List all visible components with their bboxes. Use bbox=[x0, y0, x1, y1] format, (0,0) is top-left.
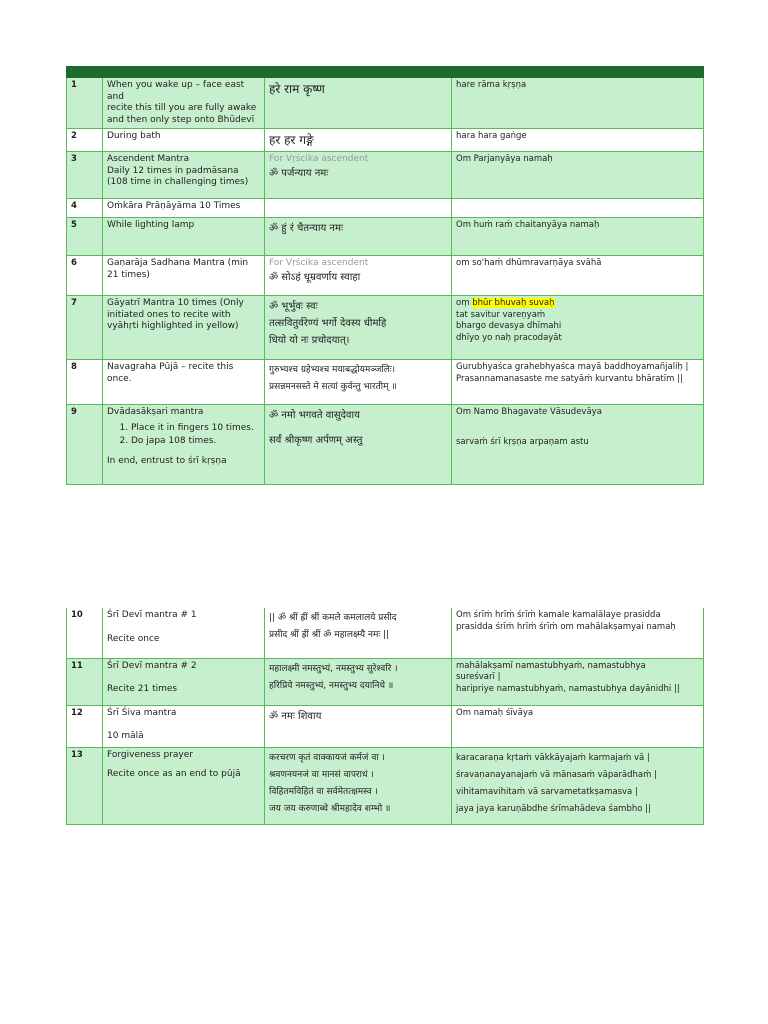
table-row bbox=[67, 747, 704, 824]
row-number: 4 bbox=[67, 199, 103, 218]
transliteration-cell: Om śrīṁ hrīṁ śrīṁ kamale kamalālaye prasidda prasidda śrīṁ hrīṁ śrīṁ om mahālakṣamyai namaḥ bbox=[452, 608, 704, 658]
sanskrit-cell: For Vṛścika ascendent ॐ सोऽहं धूम्रवर्णाय स्वाहा bbox=[265, 256, 452, 296]
instruction-cell: Forgiveness prayer Recite once as an end to pūjā bbox=[103, 747, 265, 824]
transliteration-cell: hara hara gaṅge bbox=[452, 129, 704, 152]
instruction-list: 1. Place it in fingers 10 times. 2. Do japa 108 times. bbox=[107, 422, 260, 448]
transliteration-cell: mahālakṣamī namastubhyaṁ, namastubhya sureśvarī | haripriye namastubhyaṁ, namastubhya dayānidhi || bbox=[452, 658, 704, 705]
table-row bbox=[67, 658, 704, 705]
table-row bbox=[67, 705, 704, 747]
transliteration-cell: Om huṁ raṁ chaitanyāya namaḥ bbox=[452, 218, 704, 256]
sanskrit-cell: ॐ हुं रं चैतन्याय नमः bbox=[265, 218, 452, 256]
instruction-cell: Śrī Śiva mantra 10 mālā bbox=[103, 705, 265, 747]
instruction-cell: Śrī Devī mantra # 1 Recite once bbox=[103, 608, 265, 658]
instruction-cell: Oṁkāra Prāṇāyāma 10 Times bbox=[103, 199, 265, 218]
row-number: 2 bbox=[67, 129, 103, 152]
transliteration-cell bbox=[452, 199, 704, 218]
instruction-cell: Gāyatrī Mantra 10 times (Only initiated ones to recite with vyāhṛti highlighted in yellow) bbox=[103, 296, 265, 360]
table-row bbox=[67, 152, 704, 199]
row-number: 1 bbox=[67, 78, 103, 129]
instruction-cell: While lighting lamp bbox=[103, 218, 265, 256]
ascendent-note: For Vṛścika ascendent bbox=[269, 154, 369, 164]
table-row bbox=[67, 199, 704, 218]
row-number: 5 bbox=[67, 218, 103, 256]
row-number: 9 bbox=[67, 405, 103, 485]
transliteration-cell: Om namaḥ śīvāya bbox=[452, 705, 704, 747]
table-row bbox=[67, 129, 704, 152]
row-number: 13 bbox=[67, 747, 103, 824]
instruction-cell: Gaṇarāja Sadhana Mantra (min 21 times) bbox=[103, 256, 265, 296]
transliteration-cell: hare rāma kṛṣṇa bbox=[452, 78, 704, 129]
sanskrit-cell: करचरण कृतं वाक्कायजं कर्मजं वा । श्रवणनयनजं वा मानसं वापराधं । विहितमविहितं वा सर्वमेतत्क्षमस्व । जय जय करुणाब्धे श्रीमहादेव शम्भो ॥ bbox=[265, 747, 452, 824]
transliteration-cell: oṃ bhūr bhuvaḥ suvaḥ tat savitur vareṇyaṁ bhargo devasya dhīmahi dhīyo yo naḥ pracodayāt bbox=[452, 296, 704, 360]
sanskrit-cell bbox=[265, 199, 452, 218]
row-number: 10 bbox=[67, 608, 103, 658]
row-number: 12 bbox=[67, 705, 103, 747]
instruction-cell: Śrī Devī mantra # 2 Recite 21 times bbox=[103, 658, 265, 705]
transliteration-cell: om so'haṁ dhūmravarṇāya svāhā bbox=[452, 256, 704, 296]
ascendent-note: For Vṛścika ascendent bbox=[269, 258, 369, 268]
row-number: 3 bbox=[67, 152, 103, 199]
instruction-cell: During bath bbox=[103, 129, 265, 152]
table-row bbox=[67, 608, 704, 658]
sanskrit-cell: ॐ भूर्भुवः स्वः तत्सवितुर्वरेण्यं भर्गो देवस्य धीमहि धियो यो नः प्रचोदयात्। bbox=[265, 296, 452, 360]
instruction-cell: Dvādasākṣari mantra 1. Place it in fingers 10 times. 2. Do japa 108 times. In end, entrust to śrī kṛṣṇa bbox=[103, 405, 265, 485]
table-row bbox=[67, 296, 704, 360]
transliteration-cell: karacaraṇa kṛtaṁ vākkāyajaṁ karmajaṁ vā | śravaṇanayanajaṁ vā mānasaṁ vāparādhaṁ | vihitamavihitaṁ vā sarvametatkṣamasva | jaya jaya karuṇābdhe śrīmahādeva śambho || bbox=[452, 747, 704, 824]
row-number: 6 bbox=[67, 256, 103, 296]
mantra-table-part-2 bbox=[66, 608, 704, 825]
row-number: 7 bbox=[67, 296, 103, 360]
sanskrit-cell: हर हर गङ्गे bbox=[265, 129, 452, 152]
instruction-cell: Navagraha Pūjā – recite this once. bbox=[103, 360, 265, 405]
row-number: 8 bbox=[67, 360, 103, 405]
table-row bbox=[67, 405, 704, 485]
table-row bbox=[67, 78, 704, 129]
transliteration-cell: Om Namo Bhagavate Vāsudevāya sarvaṁ śrī kṛṣṇa arpaṇam astu bbox=[452, 405, 704, 485]
sanskrit-cell: हरे राम कृष्ण bbox=[265, 78, 452, 129]
table-row bbox=[67, 360, 704, 405]
table-row bbox=[67, 218, 704, 256]
sanskrit-cell: For Vṛścika ascendent ॐ पर्जन्याय नमः bbox=[265, 152, 452, 199]
row-number: 11 bbox=[67, 658, 103, 705]
sanskrit-cell: गुरुभ्यश्च ग्रहेभ्यश्च मयाबद्धोयमञ्जलिः। प्रसन्नमनसस्ते मे सत्यां कुर्वन्तु भारतीम् ॥ bbox=[265, 360, 452, 405]
sanskrit-cell: ॐ नमो भगवते वासुदेवाय सर्वं श्रीकृष्ण अर्पणम् अस्तु bbox=[265, 405, 452, 485]
sanskrit-cell: || ॐ श्रीं ह्रीं श्रीं कमले कमलालये प्रसीद प्रसीद श्रीं ह्रीं श्रीं ॐ महालक्ष्म्यै नमः || bbox=[265, 608, 452, 658]
instruction-cell: When you wake up – face east and recite this till you are fully awake and then only step onto Bhūdevī bbox=[103, 78, 265, 129]
table-header-bar bbox=[67, 67, 704, 78]
instruction-cell: Ascendent Mantra Daily 12 times in padmāsana (108 time in challenging times) bbox=[103, 152, 265, 199]
transliteration-cell: Om Parjanyāya namaḥ bbox=[452, 152, 704, 199]
mantra-table-part-1 bbox=[66, 66, 704, 485]
vyahrti-highlight: bhūr bhuvaḥ suvaḥ bbox=[472, 298, 555, 308]
sanskrit-cell: महालक्ष्मी नमस्तुभ्यं, नमस्तुभ्य सुरेश्वरि । हरिप्रिये नमस्तुभ्यं, नमस्तुभ्य दयानिधे ॥ bbox=[265, 658, 452, 705]
sanskrit-cell: ॐ नमः शिवाय bbox=[265, 705, 452, 747]
transliteration-cell: Gurubhyaśca grahebhyaśca mayā baddhoyamañjaliḥ | Prasannamanasaste me satyāṁ kurvantu bhāratīm || bbox=[452, 360, 704, 405]
table-row bbox=[67, 256, 704, 296]
